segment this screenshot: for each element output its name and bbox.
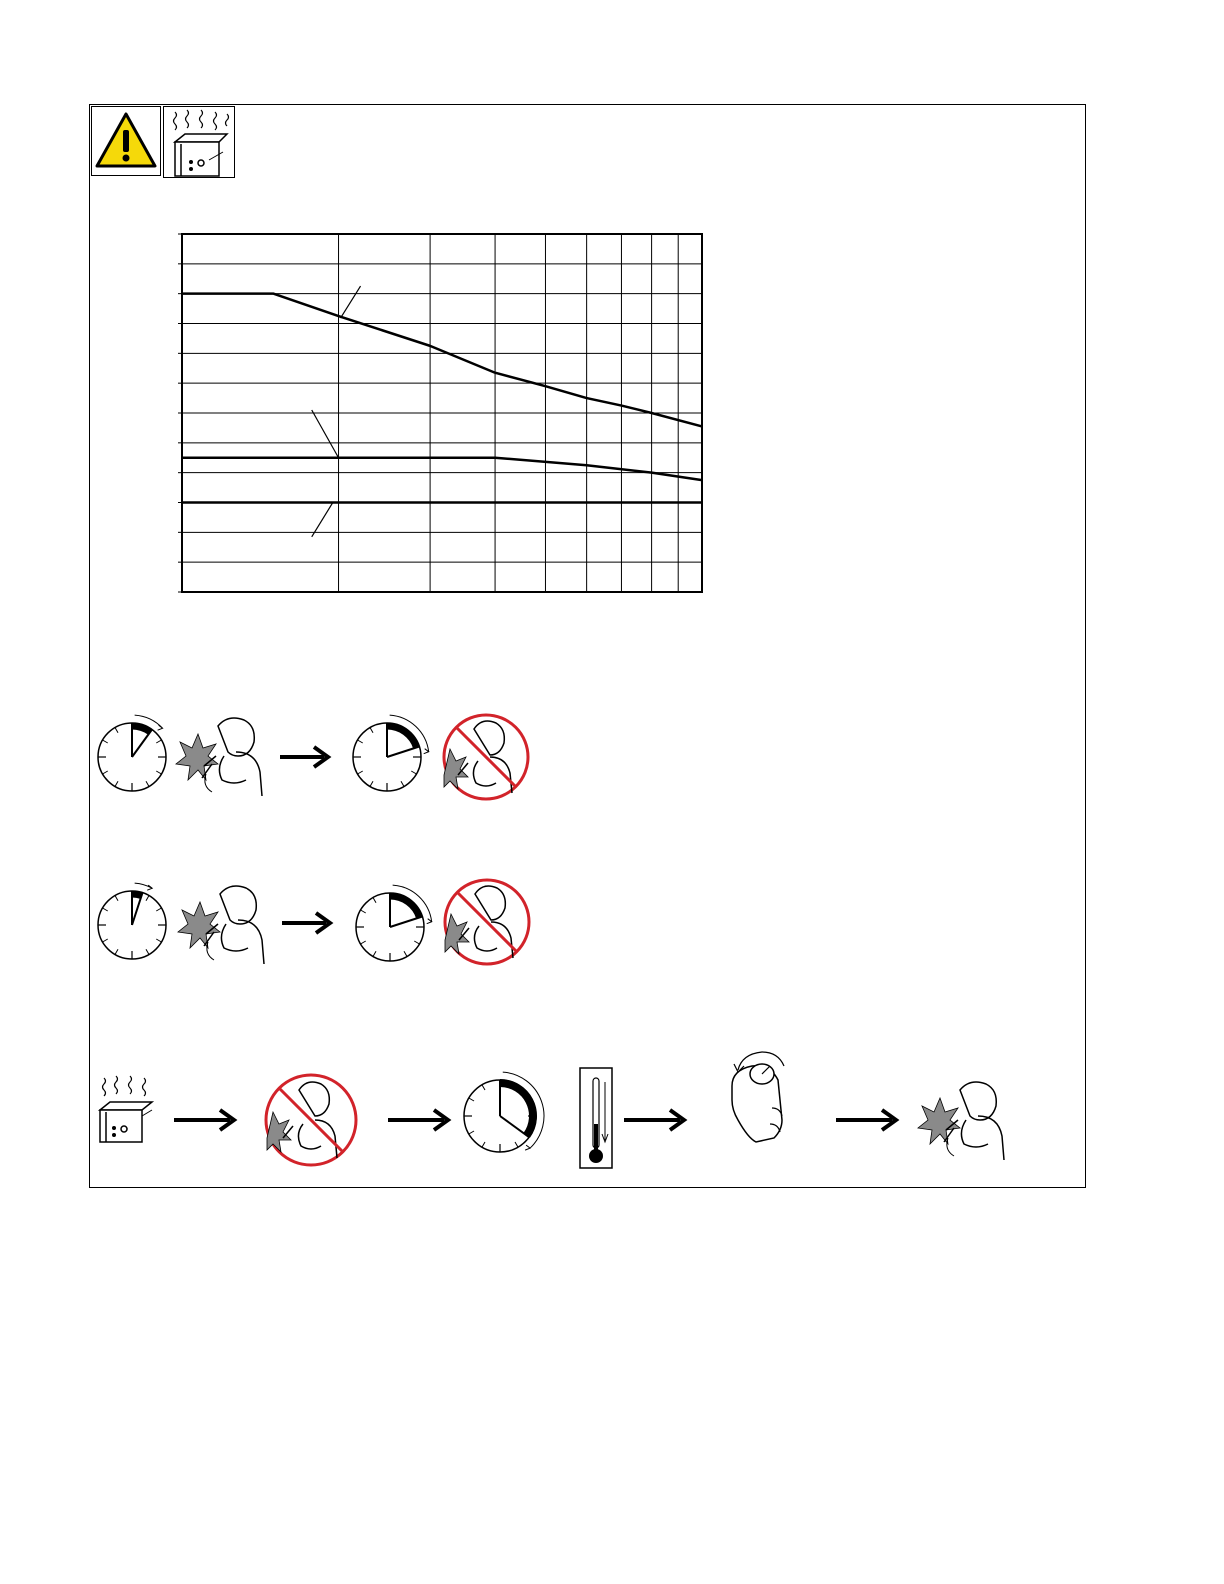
welder-icon bbox=[176, 718, 262, 796]
sequence-2-svg bbox=[94, 872, 534, 972]
arrow-right-icon bbox=[280, 747, 328, 767]
clock-icon bbox=[356, 885, 432, 961]
arrow-right-icon bbox=[174, 1110, 234, 1130]
recovery-sequence-svg bbox=[94, 1036, 1014, 1176]
thermometer-cooling-icon bbox=[580, 1068, 612, 1168]
warning-triangle-icon bbox=[91, 106, 161, 176]
recovery-sequence bbox=[94, 1036, 1014, 1176]
clock-icon bbox=[353, 715, 429, 791]
reset-knob-icon bbox=[732, 1052, 784, 1142]
leader-line-upper bbox=[341, 286, 361, 318]
series-line-middle bbox=[182, 458, 702, 480]
leader-line-lower bbox=[312, 503, 333, 537]
arrow-right-icon bbox=[836, 1110, 896, 1130]
duty-cycle-chart-svg bbox=[170, 226, 715, 606]
overheated-machine-icon bbox=[100, 1076, 152, 1142]
welder-icon bbox=[178, 886, 264, 964]
no-welding-icon bbox=[444, 715, 528, 799]
series-line-upper bbox=[182, 294, 702, 427]
sequence-1 bbox=[94, 704, 534, 804]
clock-icon bbox=[464, 1072, 544, 1152]
clock-period-arc bbox=[132, 894, 142, 896]
arrow-right-icon bbox=[388, 1110, 448, 1130]
duty-cycle-chart bbox=[170, 226, 715, 606]
welder-icon bbox=[918, 1082, 1004, 1160]
no-welding-icon bbox=[266, 1075, 356, 1165]
overheated-machine-icon bbox=[163, 106, 235, 178]
sequence-1-svg bbox=[94, 704, 534, 804]
clock-direction-arrow bbox=[135, 883, 153, 890]
sequence-2 bbox=[94, 872, 534, 972]
arrow-right-icon bbox=[624, 1110, 684, 1130]
leader-line-middle bbox=[312, 410, 339, 458]
clock-icon bbox=[98, 883, 166, 959]
no-welding-icon bbox=[445, 880, 529, 964]
clock-icon bbox=[98, 715, 166, 791]
arrow-right-icon bbox=[282, 913, 330, 933]
